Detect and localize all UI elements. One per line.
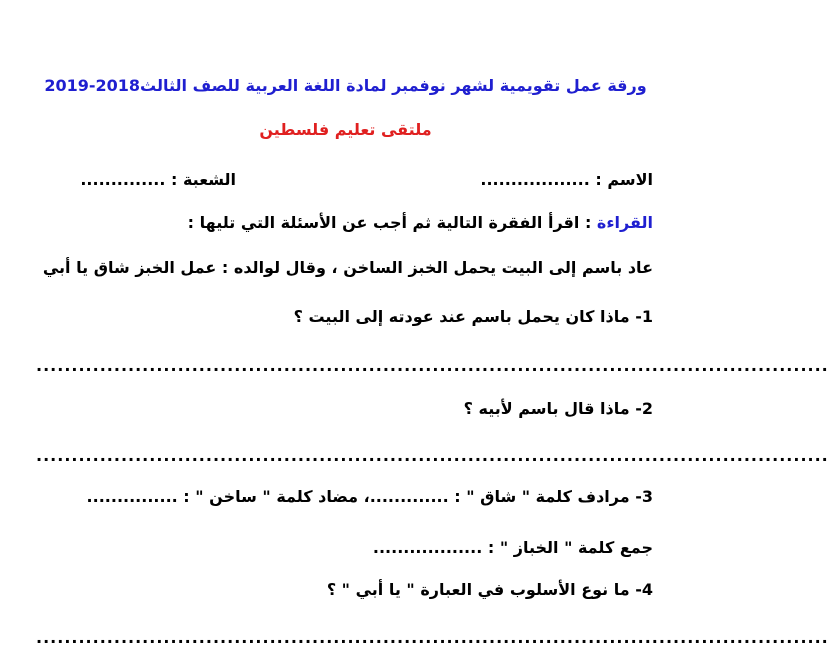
question-3[interactable]: 3- مرادف كلمة " شاق " : .............، مضاد كلمة " ساخن " : ............... [86, 487, 653, 506]
question-1: 1- ماذا كان يحمل باسم عند عودته إلى البيت ؟ [293, 307, 653, 326]
answer-line-4[interactable]: ................................................................................................................ [36, 628, 829, 647]
question-2: 2- ماذا قال باسم لأبيه ؟ [463, 399, 653, 418]
reading-passage: عاد باسم إلى البيت يحمل الخبز الساخن ، وقال لوالده : عمل الخبز شاق يا أبي [42, 258, 653, 277]
question-3-plural[interactable]: جمع كلمة " الخباز " : .................. [372, 538, 653, 557]
reading-instruction-text: : اقرأ الفقرة التالية ثم أجب عن الأسئلة التي تليها : [187, 213, 597, 232]
student-section-field[interactable]: الشعبة : .............. [80, 170, 236, 189]
answer-line-2[interactable]: ................................................................................................................ [36, 446, 829, 465]
question-4: 4- ما نوع الأسلوب في العبارة " يا أبي " ؟ [326, 580, 653, 599]
reading-label: القراءة [596, 213, 653, 232]
student-name-field[interactable]: الاسم : .................. [480, 170, 653, 189]
worksheet-subtitle: ملتقى تعليم فلسطين [259, 120, 432, 139]
reading-instruction [188, 213, 653, 232]
worksheet-title: ورقة عمل تقويمية لشهر نوفمبر لمادة اللغة العربية للصف الثالث2018-2019 [44, 76, 647, 95]
answer-line-1[interactable]: ................................................................................................................ [36, 356, 829, 375]
